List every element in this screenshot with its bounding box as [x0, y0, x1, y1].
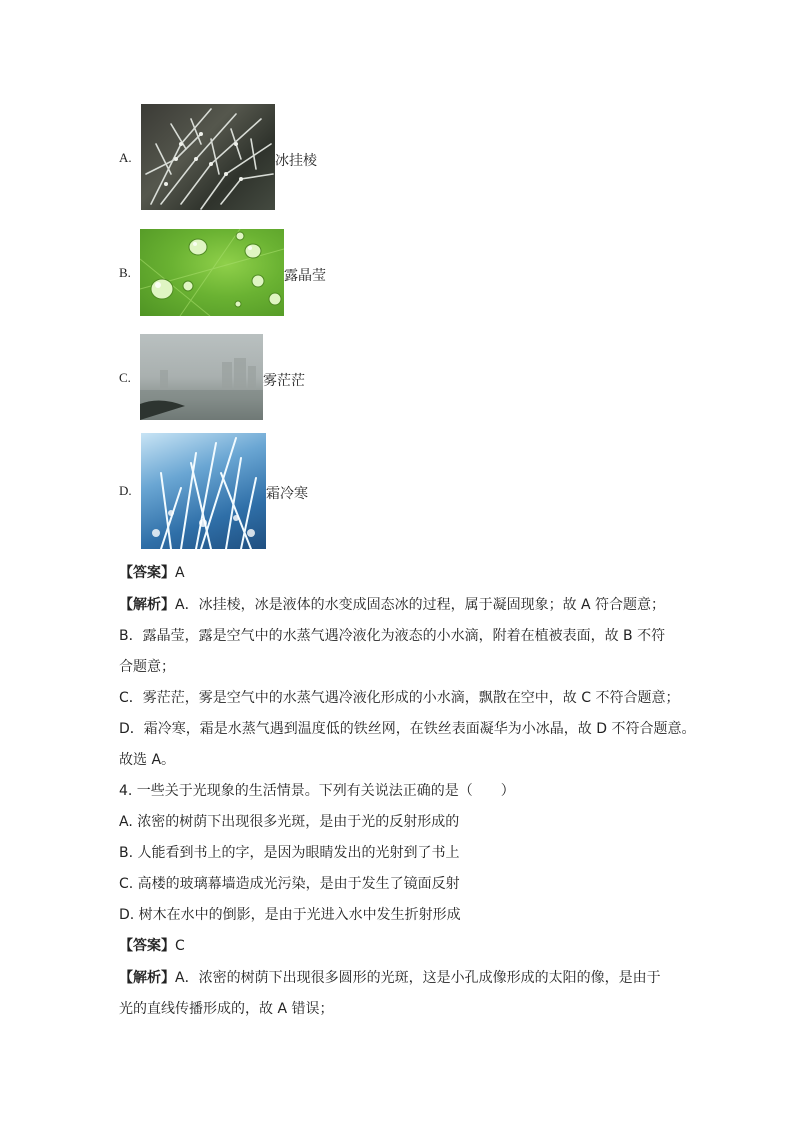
q4-analysis-line-1 [119, 967, 661, 987]
dew-drops-photo [140, 229, 284, 316]
analysis-text: A．浓密的树荫下出现很多圆形的光斑，这是小孔成像形成的太阳的像，是由于 [175, 970, 661, 986]
q3-analysis-line-6: 故选 A。 [119, 752, 176, 768]
answer-value: A [175, 565, 185, 581]
option-d-letter: D. [119, 483, 132, 498]
q3-analysis-line-4: C．雾茫茫，雾是空气中的水蒸气遇冷液化形成的小水滴，飘散在空中，故 C 不符合题意； [119, 690, 680, 706]
option-c-caption: 雾茫茫 [263, 373, 305, 389]
frost-photo [141, 433, 266, 549]
icicles-photo [141, 104, 275, 210]
q3-analysis-line-5: D．霜冷寒，霜是水蒸气遇到温度低的铁丝网，在铁丝表面凝华为小冰晶，故 D 不符合题意。 [119, 721, 696, 737]
q4-choice-b: B. 人能看到书上的字，是因为眼睛发出的光射到了书上 [119, 845, 460, 861]
option-b-caption: 露晶莹 [284, 268, 326, 284]
analysis-label: 【解析】 [119, 970, 175, 986]
option-d-caption: 霜冷寒 [266, 486, 308, 502]
q4-choice-a: A. 浓密的树荫下出现很多光斑，是由于光的反射形成的 [119, 814, 460, 830]
option-c-letter: C. [119, 370, 131, 385]
q4-stem: 4. 一些关于光现象的生活情景。下列有关说法正确的是（ ） [119, 783, 515, 799]
analysis-label: 【解析】 [119, 597, 175, 613]
q4-answer-line [119, 935, 185, 955]
answer-label: 【答案】 [119, 565, 175, 581]
option-a-caption: 冰挂棱 [275, 153, 317, 169]
q3-analysis-line-3: 合题意； [119, 659, 175, 675]
q3-analysis-line-2: B．露晶莹，露是空气中的水蒸气遇冷液化为液态的小水滴，附着在植被表面，故 B 不符 [119, 628, 666, 644]
q3-answer-line [119, 562, 185, 582]
q4-choice-c: C. 高楼的玻璃幕墙造成光污染，是由于发生了镜面反射 [119, 876, 460, 892]
q4-choice-d: D. 树木在水中的倒影，是由于光进入水中发生折射形成 [119, 907, 461, 923]
analysis-text: A．冰挂棱，冰是液体的水变成固态冰的过程，属于凝固现象；故 A 符合题意； [175, 597, 666, 613]
fog-photo [140, 334, 263, 420]
q3-analysis-line-1 [119, 594, 665, 614]
option-a-letter: A. [119, 150, 132, 165]
option-b-letter: B. [119, 265, 131, 280]
answer-value: C [175, 938, 185, 954]
q4-analysis-line-2: 光的直线传播形成的，故 A 错误； [119, 1001, 334, 1017]
answer-label: 【答案】 [119, 938, 175, 954]
